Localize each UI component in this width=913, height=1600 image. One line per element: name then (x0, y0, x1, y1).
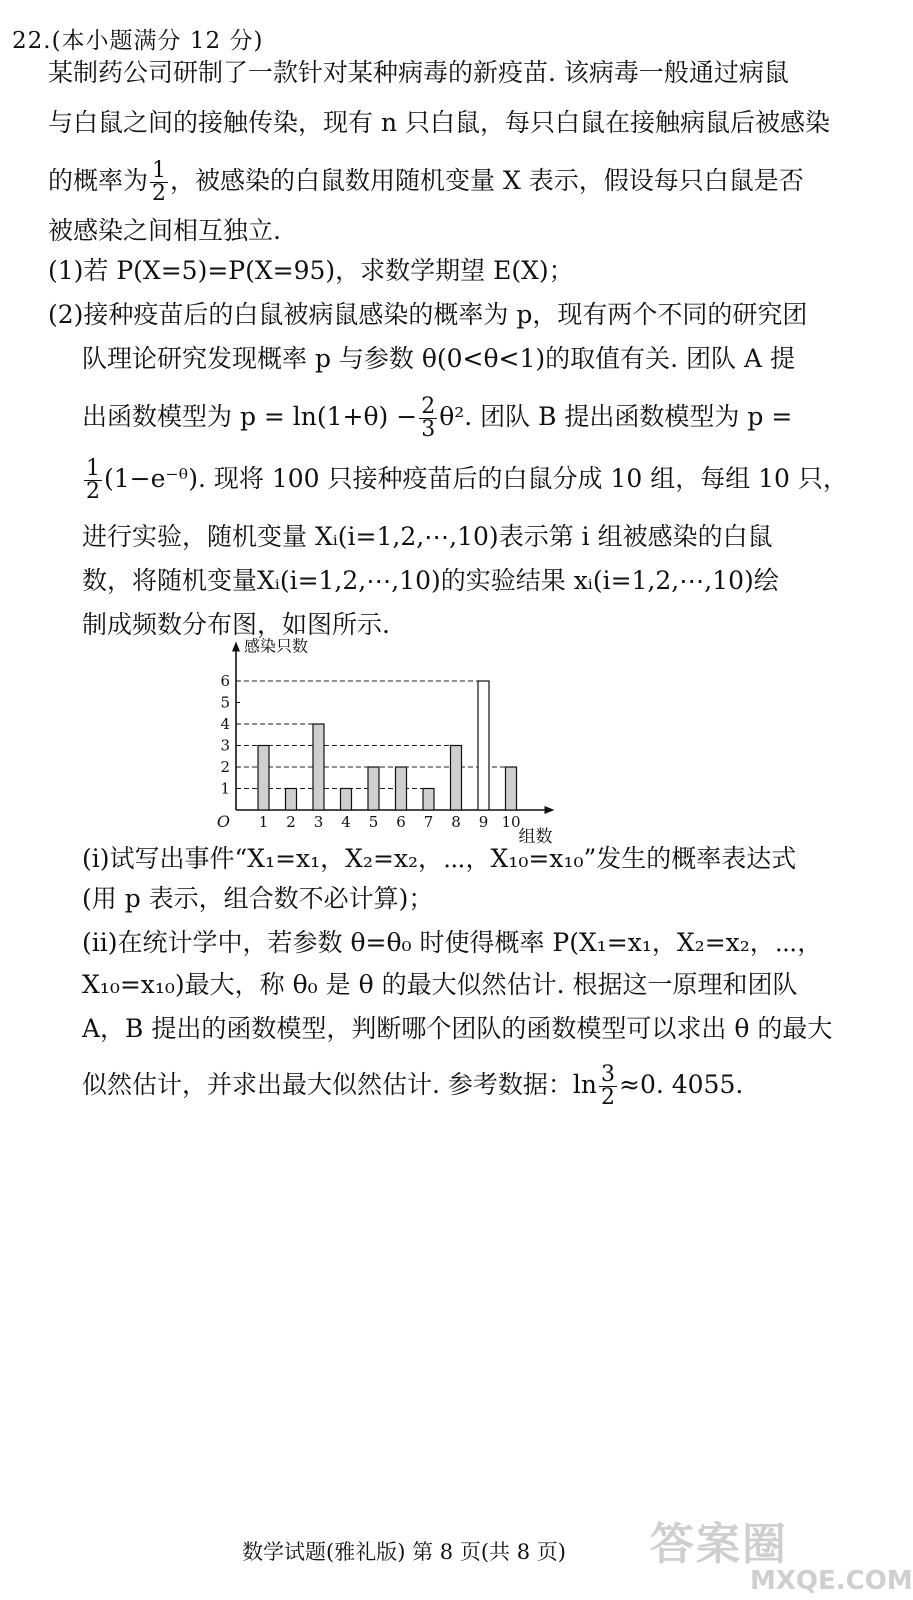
x-tick-label: 7 (423, 813, 434, 831)
x-tick-label: 5 (368, 813, 379, 831)
x-tick-label: 4 (341, 813, 351, 831)
bar (286, 789, 297, 811)
page-footer: 数学试题(雅礼版) 第 8 页(共 8 页) (242, 1540, 566, 1564)
origin-label: O (216, 812, 230, 831)
intro-line-3 (48, 158, 804, 206)
y-tick-label: 5 (220, 693, 230, 712)
part-2-line-5: 进行实验，随机变量 Xᵢ(i=1,2,⋯,10)表示第 i 组被感染的白鼠 (82, 522, 773, 551)
sub-ii-line-4 (82, 1064, 812, 1109)
intro-line-2: 与白鼠之间的接触传染，现有 n 只白鼠，每只白鼠在接触病鼠后被感染 (48, 108, 830, 137)
bar (451, 746, 462, 811)
watermark-line-1: 答案圈 (650, 1519, 788, 1570)
x-tick-label: 1 (258, 813, 269, 831)
intro-line-1: 某制药公司研制了一款针对某种病毒的新疫苗. 该病毒一般通过病鼠 (48, 58, 789, 87)
bar (506, 767, 517, 810)
x-tick-label: 2 (286, 813, 296, 831)
intro-line-3-a: 的概率为 (48, 166, 149, 195)
fraction-two-thirds: $\frac{2}{3}$ (421, 394, 436, 442)
y-tick-label: 3 (220, 736, 230, 755)
x-tick-label: 9 (478, 813, 489, 831)
y-tick-label: 4 (220, 715, 230, 733)
fraction-one-half: $\frac{1}{2}$ (152, 158, 167, 206)
watermark-line-2: MXQE.COM (750, 1566, 913, 1596)
part-1: (1)若 P(X=5)=P(X=95)，求数学期望 E(X)； (48, 256, 574, 285)
x-tick-label: 6 (396, 813, 406, 831)
y-tick-label: 2 (220, 758, 230, 776)
sub-ii-line-4-a: 似然估计，并求出最大似然估计. 参考数据：ln (82, 1070, 597, 1099)
bar (396, 767, 407, 810)
fraction-one-half-b: $\frac{1}{2}$ (86, 456, 100, 504)
bar (368, 767, 379, 810)
bar (313, 724, 324, 810)
bar (258, 746, 269, 811)
sub-i-line-1: (ⅰ)试写出事件“X₁=x₁，X₂=x₂，⋯，X₁₀=x₁₀”发生的概率表达式 (82, 844, 797, 873)
intro-line-3-b: ，被感染的白鼠数用随机变量 X 表示，假设每只白鼠是否 (170, 166, 804, 195)
question-header: 22.(本小题满分 12 分) (12, 28, 264, 54)
part-2-line-6: 数，将随机变量Xᵢ(i=1,2,⋯,10)的实验结果 xᵢ(i=1,2,⋯,10)绘 (82, 566, 779, 595)
sub-ii-line-4-b: ≈0. 4055. (619, 1070, 744, 1099)
frequency-bar-chart (216, 636, 576, 850)
intro-line-4: 被感染之间相互独立. (48, 216, 281, 245)
sub-ii-line-3: A，B 提出的函数模型，判断哪个团队的函数模型可以求出 θ 的最大 (82, 1014, 833, 1043)
x-axis-arrow (545, 806, 555, 814)
part-2-line-4 (82, 456, 848, 504)
x-axis-label: 组数 (518, 827, 553, 847)
sub-ii-line-1: (ⅱ)在统计学中，若参数 θ=θ₀ 时使得概率 P(X₁=x₁，X₂=x₂，⋯， (82, 928, 823, 957)
x-tick-label: 8 (451, 813, 461, 831)
part-2-line-2: 队理论研究发现概率 p 与参数 θ(0<θ<1)的取值有关. 团队 A 提 (82, 344, 796, 373)
fraction-three-halves: $\frac{3}{2}$ (601, 1062, 615, 1110)
y-axis-arrow (232, 642, 240, 652)
part-2-line-3 (82, 396, 812, 441)
y-tick-label: 1 (220, 779, 230, 798)
part-2-line-3-a: 出函数模型为 p = ln(1+θ) − (82, 402, 418, 431)
bar (478, 681, 489, 810)
sub-i-line-2: (用 p 表示，组合数不必计算)； (82, 884, 434, 913)
y-tick-label: 6 (220, 672, 230, 690)
x-tick-label: 10 (501, 813, 521, 831)
bar (341, 789, 352, 811)
x-tick-label: 3 (313, 813, 324, 831)
part-2-line-4-text: (1−e⁻ᶿ). 现将 100 只接种疫苗后的白鼠分成 10 组，每组 10 只， (104, 464, 848, 493)
bar (423, 789, 434, 811)
y-axis-label: 感染只数 (244, 636, 309, 656)
part-2-line-1: (2)接种疫苗后的白鼠被病鼠感染的概率为 p，现有两个不同的研究团 (48, 300, 808, 329)
part-2-line-7: 制成频数分布图，如图所示. (82, 610, 390, 639)
sub-ii-line-2: X₁₀=x₁₀)最大，称 θ₀ 是 θ 的最大似然估计. 根据这一原理和团队 (82, 970, 798, 999)
part-2-line-3-b: θ². 团队 B 提出函数模型为 p = (439, 402, 793, 431)
